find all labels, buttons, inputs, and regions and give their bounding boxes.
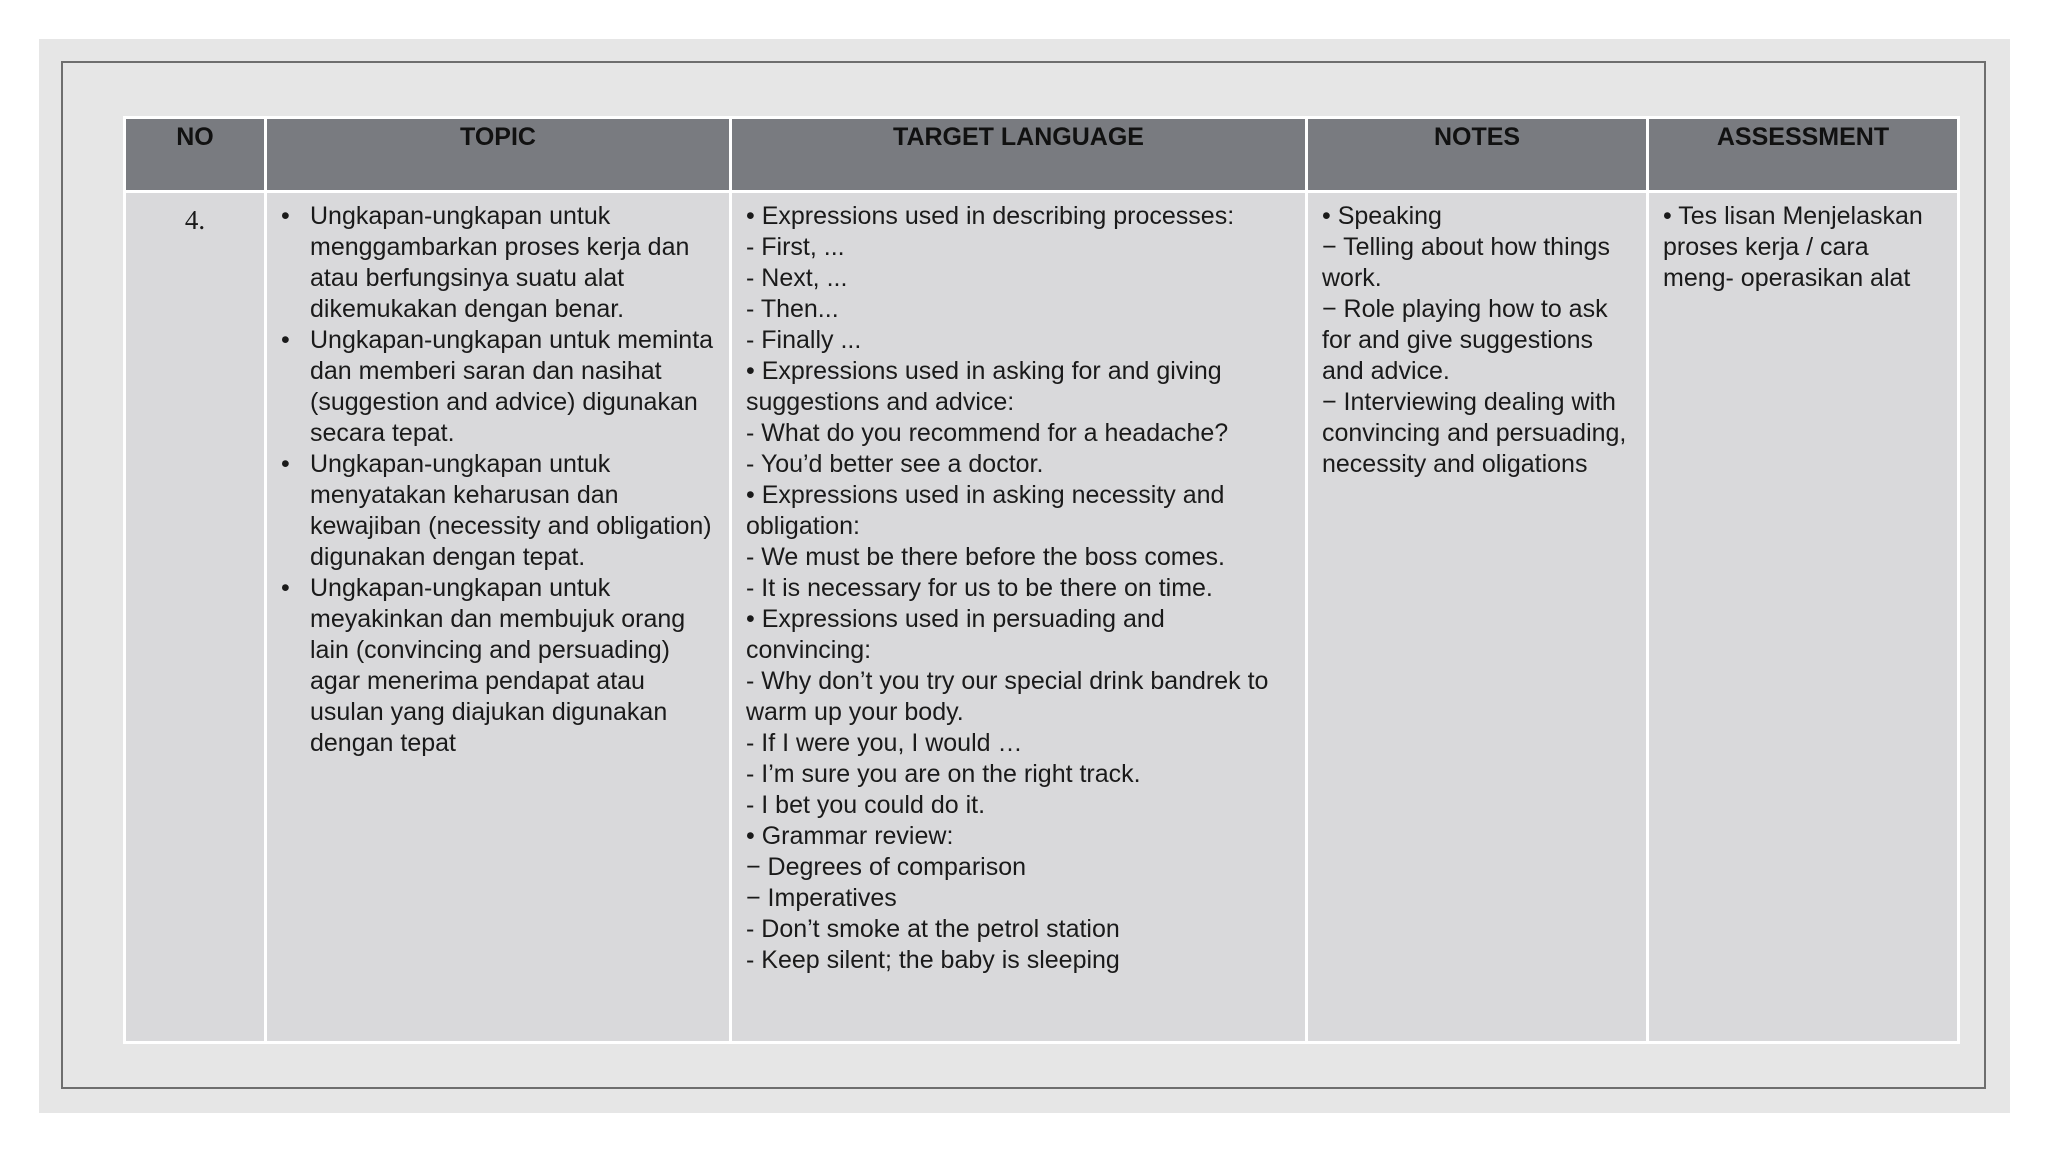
header-row	[125, 118, 1959, 192]
notes-line: − Interviewing dealing with convincing and persuading, necessity and oligations	[1322, 388, 1634, 478]
topic-list	[281, 201, 715, 759]
header-no: NO	[125, 118, 266, 192]
cell-topic	[266, 192, 731, 1043]
target-language-line: - What do you recommend for a headache?	[746, 419, 1229, 447]
cell-notes	[1307, 192, 1648, 1043]
target-language-line: − Degrees of comparison	[746, 853, 1027, 881]
target-language-line: - Keep silent; the baby is sleeping	[746, 946, 1120, 974]
target-language-line: - You’d better see a doctor.	[746, 450, 1044, 478]
target-language-line: • Expressions used in asking necessity and obligation:	[746, 481, 1232, 540]
header-topic: TOPIC	[266, 118, 731, 192]
target-language-line: • Expressions used in persuading and convincing:	[746, 605, 1172, 664]
target-language-line: - Why don’t you try our special drink bandrek to warm up your body.	[746, 667, 1276, 726]
header-target-language: TARGET LANGUAGE	[731, 118, 1307, 192]
topic-item: • Ungkapan-ungkapan untuk menyatakan keharusan dan kewajiban (necessity and obligation) digunakan dengan tepat.	[281, 449, 715, 573]
topic-item: • Ungkapan-ungkapan untuk meyakinkan dan membujuk orang lain (convincing and persuading) agar menerima pendapat atau usulan yang diajukan digunakan dengan tepat	[281, 573, 715, 759]
target-language-line: - Finally ...	[746, 326, 862, 354]
target-language-line: • Grammar review:	[746, 822, 954, 850]
assessment-text: • Tes lisan Menjelaskan proses kerja / cara meng- operasikan alat	[1663, 202, 1930, 292]
topic-item: • Ungkapan-ungkapan untuk meminta dan memberi saran dan nasihat (suggestion and advice) digunakan secara tepat.	[281, 325, 715, 449]
target-language-line: - If I were you, I would …	[746, 729, 1023, 757]
target-language-line: • Expressions used in asking for and giving suggestions and advice:	[746, 357, 1229, 416]
cell-no: 4.	[125, 192, 266, 1043]
cell-assessment	[1648, 192, 1959, 1043]
notes-line: − Role playing how to ask for and give suggestions and advice.	[1322, 295, 1615, 385]
cell-target-language	[731, 192, 1307, 1043]
target-language-line: - I bet you could do it.	[746, 791, 986, 819]
target-language-line: - First, ...	[746, 233, 845, 261]
notes-line: • Speaking	[1322, 202, 1442, 230]
target-language-line: - It is necessary for us to be there on time.	[746, 574, 1213, 602]
target-language-line: - Don’t smoke at the petrol station	[746, 915, 1120, 943]
header-notes: NOTES	[1307, 118, 1648, 192]
topic-item: • Ungkapan-ungkapan untuk menggambarkan proses kerja dan atau berfungsinya suatu alat dikemukakan dengan benar.	[281, 201, 715, 325]
target-language-line: - We must be there before the boss comes.	[746, 543, 1225, 571]
target-language-line: - Then...	[746, 295, 839, 323]
notes-line: − Telling about how things work.	[1322, 233, 1617, 292]
slide-frame	[61, 61, 1986, 1089]
slide-background	[39, 39, 2010, 1113]
target-language-line: − Imperatives	[746, 884, 897, 912]
header-assessment: ASSESSMENT	[1648, 118, 1959, 192]
target-language-line: - I’m sure you are on the right track.	[746, 760, 1141, 788]
table-row	[125, 192, 1959, 1043]
target-language-line: - Next, ...	[746, 264, 848, 292]
syllabus-table	[123, 116, 1960, 1044]
target-language-line: • Expressions used in describing processes:	[746, 202, 1235, 230]
